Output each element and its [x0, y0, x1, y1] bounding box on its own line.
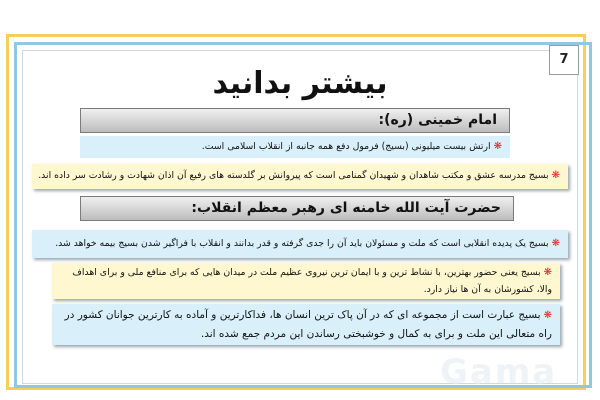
quote-box — [52, 304, 560, 345]
bullet-icon: ❋ — [543, 267, 552, 278]
bullet-icon: ❋ — [543, 310, 552, 321]
quote-box — [80, 136, 510, 158]
quote-box — [52, 263, 560, 299]
section-heading-imam: امام خمینی (ره): — [80, 108, 510, 133]
quote-text: ارتش بیست میلیونی (بسیج) فرمول دفع همه جانبه از انقلاب اسلامی است. — [201, 141, 491, 152]
quote-box — [32, 164, 568, 189]
quote-text: بسیج مدرسه عشق و مکتب شاهدان و شهیدان گمنامی است که پیروانش بر گلدسته های رفیع آن اذان شهادت و رشادت سر داده اند. — [38, 170, 549, 181]
bullet-icon: ❋ — [493, 141, 502, 152]
page-number: 7 — [549, 45, 579, 75]
slide-title: بیشتر بدانید — [212, 66, 388, 101]
section-heading-leader: حضرت آیت الله خامنه ای رهبر معظم انقلاب: — [80, 196, 514, 221]
bullet-icon: ❋ — [551, 238, 560, 249]
quote-text: بسیج یک پدیده انقلابی است که ملت و مسئولان باید آن را جدی گرفته و قدر بدانند و انقلاب با فراگیر شدن بسیج بیمه خواهد شد. — [55, 238, 549, 249]
watermark-logo: Gama — [440, 352, 558, 392]
quote-box — [32, 230, 568, 258]
quote-text: بسیج عبارت است از مجموعه ای که در آن پاک ترین انسان ها، فداکارترین و آماده به کارترین جوانان کشور در راه متعالی این ملت و برای به کمال و خوشبختی رساندن این مردم جمع شده اند. — [64, 309, 552, 340]
bullet-icon: ❋ — [551, 170, 560, 181]
quote-text: بسیج یعنی حضور بهترین، با نشاط ترین و با ایمان ترین نیروی عظیم ملت در میدان هایی که برای منافع ملی و برای اهداف والا، کشورشان به آن ها نیاز دارد. — [72, 267, 552, 295]
